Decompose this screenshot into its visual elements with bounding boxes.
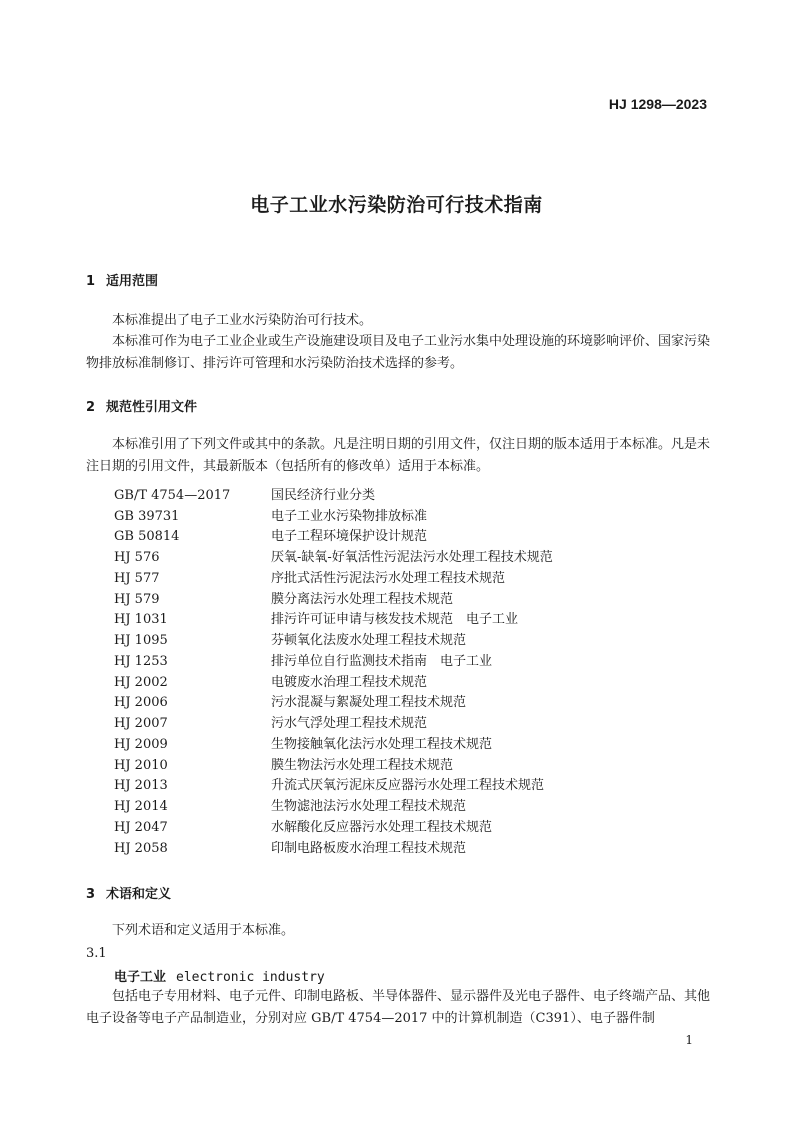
reference-title: 生物接触氧化法污水处理工程技术规范 — [271, 737, 493, 752]
term-entry — [114, 966, 325, 985]
section-1-paragraph-2: 本标准可作为电子工业企业或生产设施建设项目及电子工业污水集中处理设施的环境影响评价、国家污染物排放标准制修订、排污许可管理和水污染防治技术选择的参考。 — [86, 334, 711, 371]
reference-item — [114, 590, 453, 610]
section-title: 术语和定义 — [106, 887, 172, 902]
reference-title: 污水混凝与絮凝处理工程技术规范 — [271, 695, 467, 710]
page-title: 电子工业水污染防治可行技术指南 — [250, 194, 543, 216]
reference-title: 污水气浮处理工程技术规范 — [271, 716, 428, 731]
reference-item — [114, 839, 466, 859]
section-number: 1 — [86, 274, 96, 289]
section-number: 3 — [86, 887, 96, 902]
reference-code: HJ 2002 — [114, 675, 168, 690]
document-code: HJ 1298—2023 — [608, 96, 707, 112]
section-1-paragraph-1: 本标准提出了电子工业水污染防治可行技术。 — [112, 313, 373, 328]
reference-item — [114, 693, 466, 713]
reference-code: HJ 2007 — [114, 716, 168, 731]
reference-title: 膜生物法污水处理工程技术规范 — [271, 758, 454, 773]
subsection-number: 3.1 — [86, 946, 107, 961]
section-title: 适用范围 — [106, 274, 159, 289]
reference-item — [114, 756, 453, 776]
reference-item — [114, 486, 375, 506]
reference-item — [114, 652, 492, 672]
term-english: electronic industry — [176, 970, 325, 985]
reference-code: HJ 2047 — [114, 820, 168, 835]
reference-item — [114, 527, 427, 547]
reference-title: 排污单位自行监测技术指南 电子工业 — [271, 654, 493, 669]
reference-item — [114, 818, 492, 838]
reference-title: 生物滤池法污水处理工程技术规范 — [271, 799, 467, 814]
reference-code: HJ 1095 — [114, 633, 168, 648]
reference-item — [114, 735, 492, 755]
reference-title: 印制电路板废水治理工程技术规范 — [271, 841, 467, 856]
reference-title: 升流式厌氧污泥床反应器污水处理工程技术规范 — [271, 778, 545, 793]
section-3-paragraph-1: 下列术语和定义适用于本标准。 — [112, 923, 295, 938]
reference-title: 膜分离法污水处理工程技术规范 — [271, 592, 454, 607]
section-number: 2 — [86, 400, 96, 415]
reference-code: HJ 1031 — [114, 612, 168, 627]
section-2-heading — [86, 396, 197, 415]
reference-item — [114, 797, 466, 817]
reference-code: GB 50814 — [114, 529, 180, 544]
reference-title: 国民经济行业分类 — [271, 488, 376, 503]
reference-title: 电子工程环境保护设计规范 — [271, 529, 428, 544]
reference-title: 电子工业水污染物排放标准 — [271, 509, 428, 524]
reference-title: 序批式活性污泥法污水处理工程技术规范 — [271, 571, 506, 586]
term-chinese: 电子工业 — [114, 970, 167, 985]
reference-code: GB 39731 — [114, 509, 180, 524]
reference-item — [114, 776, 544, 796]
reference-item — [114, 507, 427, 527]
reference-code: HJ 2009 — [114, 737, 168, 752]
reference-title: 厌氧-缺氧-好氧活性污泥法污水处理工程技术规范 — [271, 550, 553, 565]
reference-code: HJ 2013 — [114, 778, 168, 793]
reference-code: HJ 2014 — [114, 799, 168, 814]
page-number: 1 — [685, 1033, 693, 1047]
reference-code: HJ 2058 — [114, 841, 168, 856]
reference-item — [114, 714, 427, 734]
reference-title: 电镀废水治理工程技术规范 — [271, 675, 428, 690]
section-title: 规范性引用文件 — [106, 400, 198, 415]
reference-code: HJ 1253 — [114, 654, 168, 669]
reference-item — [114, 569, 505, 589]
reference-code: HJ 576 — [114, 550, 160, 565]
reference-item — [114, 631, 466, 651]
reference-code: HJ 2010 — [114, 758, 168, 773]
section-2-paragraph-1: 本标准引用了下列文件或其中的条款。凡是注明日期的引用文件，仅注日期的版本适用于本标准。凡是未注日期的引用文件，其最新版本（包括所有的修改单）适用于本标准。 — [86, 437, 711, 474]
term-definition: 包括电子专用材料、电子元件、印制电路板、半导体器件、显示器件及光电子器件、电子终端产品、其他电子设备等电子产品制造业，分别对应 GB/T 4754—2017 中的计算机制造（C391）、电子器件制 — [86, 989, 711, 1026]
reference-title: 水解酸化反应器污水处理工程技术规范 — [271, 820, 493, 835]
reference-title: 排污许可证申请与核发技术规范 电子工业 — [271, 612, 519, 627]
reference-title: 芬顿氧化法废水处理工程技术规范 — [271, 633, 467, 648]
reference-code: HJ 577 — [114, 571, 160, 586]
section-3-heading — [86, 883, 171, 902]
reference-item — [114, 673, 427, 693]
reference-code: HJ 2006 — [114, 695, 168, 710]
reference-code: GB/T 4754—2017 — [114, 488, 231, 503]
reference-code: HJ 579 — [114, 592, 160, 607]
section-1-heading — [86, 270, 158, 289]
reference-item — [114, 548, 553, 568]
reference-item — [114, 610, 518, 630]
